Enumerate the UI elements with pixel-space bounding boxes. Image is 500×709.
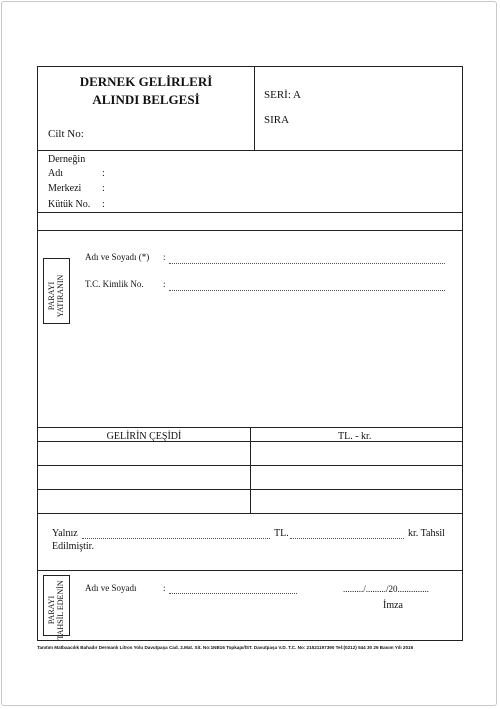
amount-header: TL. - kr. — [338, 431, 372, 442]
tc-kimlik-line — [169, 290, 445, 291]
income-table-row-rule-2 — [38, 489, 462, 490]
income-table-divider — [250, 427, 251, 513]
printer-footer: Tanıtım Matbaacılık Bahadır Dermanlı Litros Yolu Davutpaşa Cad. 2.Mat. Sit. No:1NB16 Topkapı/İST. Davutpaşa V.D. T.C. No: 21521197390 Tel:(0212) 544 30 26 Basım Yılı 2016 — [37, 645, 414, 650]
cilt-no-label: Cilt No: — [48, 128, 84, 140]
collector-name-line — [169, 593, 297, 594]
dernegin-label: Derneğin — [48, 154, 86, 165]
collector-side-box — [43, 575, 70, 640]
adi-label: Adı — [48, 168, 63, 179]
tl-label: TL. — [274, 528, 289, 539]
yalniz-line — [82, 538, 270, 539]
adi-separator: : — [102, 168, 105, 179]
collector-side-label-line2: TAHSİL EDENİN — [56, 580, 65, 640]
form-title-line1: DERNEK GELİRLERİ — [79, 74, 213, 89]
header-bottom-rule — [38, 150, 462, 151]
imza-label: İmza — [383, 600, 403, 611]
collector-name-separator: : — [163, 583, 166, 593]
association-bottom-rule — [38, 212, 462, 213]
collector-side-label — [47, 580, 65, 640]
kr-tahsil-label: kr. Tahsil — [408, 528, 445, 539]
edilmistir-label: Edilmiştir. — [52, 541, 94, 552]
payer-side-label-line2: YATIRANIN — [56, 274, 65, 318]
income-table-bottom-rule — [38, 513, 462, 514]
kutuk-no-separator: : — [102, 199, 105, 210]
merkezi-label: Merkezi — [48, 183, 82, 194]
collector-side-label-line1: PARAYI — [47, 595, 56, 625]
income-type-header: GELİRİN ÇEŞİDİ — [106, 431, 182, 442]
payer-side-label-line1: PARAYI — [47, 281, 56, 311]
seri-label: SERİ: A — [264, 89, 301, 101]
amount-bottom-rule — [38, 570, 462, 571]
payer-name-separator: : — [163, 252, 166, 262]
date-field: ........./........./20.............. — [343, 584, 430, 594]
income-table-row-rule-1 — [38, 465, 462, 466]
receipt-form — [37, 66, 463, 641]
payer-side-box — [43, 258, 70, 324]
yalniz-label: Yalnız — [52, 528, 78, 539]
tl-line — [290, 538, 404, 539]
kutuk-no-label: Kütük No. — [48, 199, 91, 210]
payer-side-label — [47, 264, 65, 328]
collector-name-label: Adı ve Soyadı — [85, 583, 137, 593]
tc-kimlik-label: T.C. Kimlik No. — [85, 279, 144, 289]
blank-row-bottom-rule — [38, 230, 462, 231]
income-table-header-rule — [38, 441, 462, 442]
form-title-line2: ALINDI BELGESİ — [92, 92, 200, 107]
payer-name-line — [169, 263, 445, 264]
header-divider — [254, 67, 255, 150]
payer-name-label: Adı ve Soyadı (*) — [85, 252, 150, 262]
sira-label: SIRA — [264, 114, 290, 126]
tc-kimlik-separator: : — [163, 279, 166, 289]
merkezi-separator: : — [102, 183, 105, 194]
